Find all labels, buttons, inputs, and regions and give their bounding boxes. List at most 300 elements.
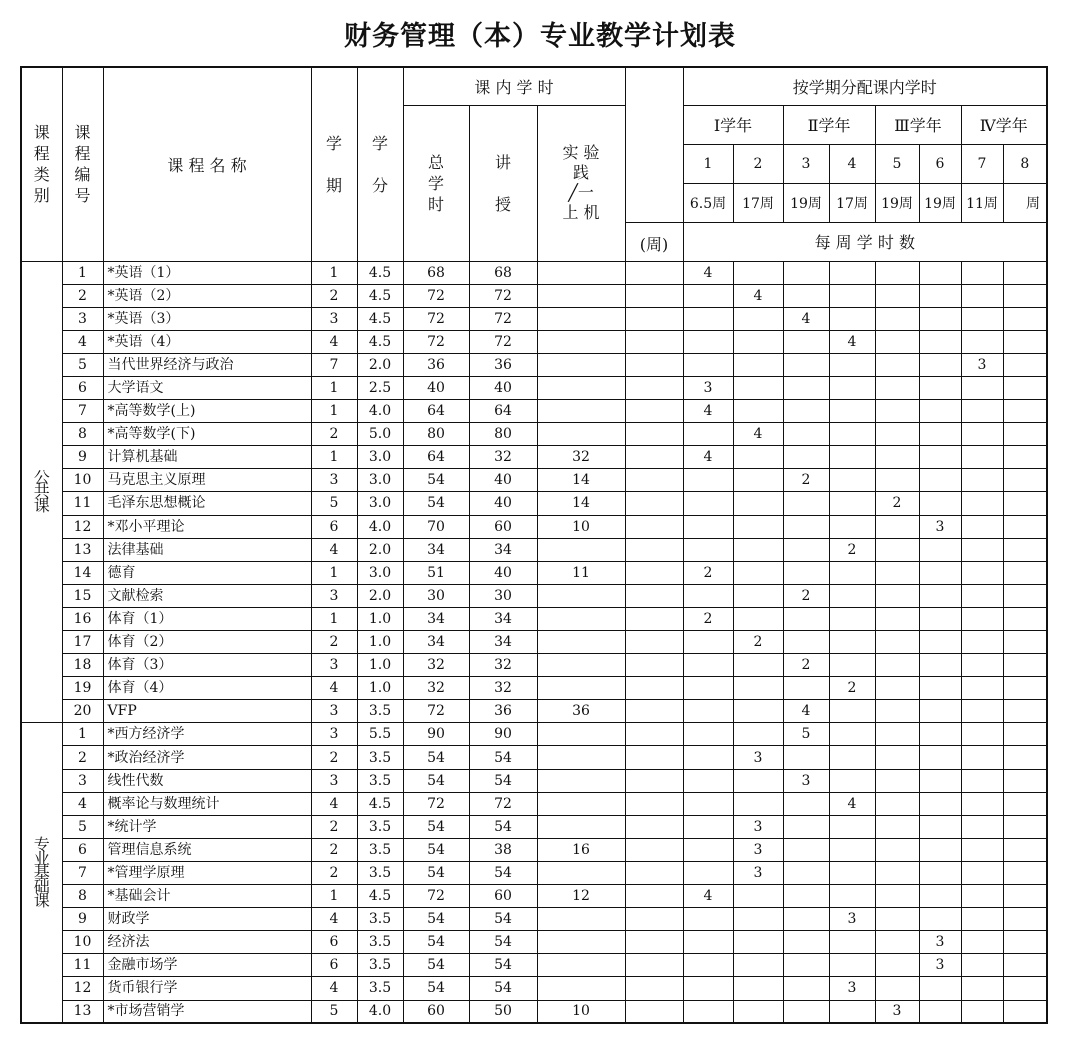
course-practice-hours: [537, 954, 625, 977]
weekly-hours-term-3: [783, 792, 829, 815]
weekly-hours-term-7: [961, 908, 1003, 931]
course-credit: 4.0: [357, 400, 403, 423]
course-semester: 2: [311, 838, 357, 861]
weekly-hours-term-4: [829, 815, 875, 838]
weekly-hours-term-3: [783, 446, 829, 469]
course-credit: 3.0: [357, 469, 403, 492]
course-lecture-hours: 36: [469, 353, 537, 376]
course-name: 体育（4）: [103, 677, 311, 700]
course-name: 法律基础: [103, 538, 311, 561]
course-semester: 3: [311, 469, 357, 492]
weekly-hours-term-2: 4: [733, 284, 783, 307]
course-semester: 3: [311, 769, 357, 792]
table-row: [21, 838, 1047, 861]
weekly-hours-term-1: [683, 515, 733, 538]
course-lecture-hours: 54: [469, 908, 537, 931]
weekly-hours-term-1: [683, 769, 733, 792]
weekly-hours-term-2: [733, 330, 783, 353]
course-lecture-hours: 40: [469, 469, 537, 492]
course-weeks: [625, 838, 683, 861]
course-weeks: [625, 469, 683, 492]
weekly-hours-term-3: [783, 885, 829, 908]
weekly-hours-term-6: [919, 584, 961, 607]
weekly-hours-term-7: [961, 284, 1003, 307]
weekly-hours-term-1: [683, 469, 733, 492]
course-code: 5: [62, 815, 103, 838]
weekly-hours-term-4: [829, 631, 875, 654]
course-total-hours: 51: [403, 561, 469, 584]
course-credit: 4.5: [357, 261, 403, 284]
weekly-hours-term-7: [961, 654, 1003, 677]
table-row: [21, 515, 1047, 538]
course-total-hours: 72: [403, 792, 469, 815]
weekly-hours-term-2: [733, 931, 783, 954]
weekly-hours-term-7: [961, 492, 1003, 515]
weekly-hours-term-5: 3: [875, 1000, 919, 1023]
course-code: 18: [62, 654, 103, 677]
weekly-hours-term-8: [1003, 376, 1047, 399]
weekly-hours-term-7: [961, 584, 1003, 607]
header-term: 2: [733, 144, 783, 183]
course-name: *市场营销学: [103, 1000, 311, 1023]
course-semester: 4: [311, 538, 357, 561]
header-term: 8: [1003, 144, 1047, 183]
course-weeks: [625, 746, 683, 769]
header-semester: 学 期: [311, 67, 357, 261]
weekly-hours-term-2: 4: [733, 423, 783, 446]
course-lecture-hours: 90: [469, 723, 537, 746]
weekly-hours-term-3: [783, 400, 829, 423]
weekly-hours-term-2: [733, 538, 783, 561]
weekly-hours-term-3: 2: [783, 654, 829, 677]
course-lecture-hours: 38: [469, 838, 537, 861]
course-practice-hours: [537, 376, 625, 399]
course-weeks: [625, 261, 683, 284]
weekly-hours-term-2: [733, 561, 783, 584]
course-credit: 3.5: [357, 977, 403, 1000]
course-weeks: [625, 353, 683, 376]
weekly-hours-term-4: [829, 515, 875, 538]
weekly-hours-term-6: [919, 330, 961, 353]
weekly-hours-term-1: [683, 746, 733, 769]
course-name: 体育（1）: [103, 607, 311, 630]
weekly-hours-term-2: [733, 469, 783, 492]
table-row: [21, 561, 1047, 584]
course-code: 8: [62, 885, 103, 908]
course-weeks: [625, 677, 683, 700]
weekly-hours-term-1: [683, 908, 733, 931]
weekly-hours-term-5: [875, 769, 919, 792]
weekly-hours-term-8: [1003, 1000, 1047, 1023]
course-practice-hours: [537, 861, 625, 884]
header-term: 3: [783, 144, 829, 183]
weekly-hours-term-4: [829, 654, 875, 677]
course-practice-hours: 14: [537, 492, 625, 515]
course-lecture-hours: 54: [469, 977, 537, 1000]
weekly-hours-term-2: [733, 607, 783, 630]
weekly-hours-term-6: [919, 838, 961, 861]
weekly-hours-term-5: [875, 607, 919, 630]
weekly-hours-term-7: [961, 538, 1003, 561]
table-row: [21, 700, 1047, 723]
weekly-hours-term-7: [961, 446, 1003, 469]
weekly-hours-term-2: [733, 261, 783, 284]
weekly-hours-term-8: [1003, 446, 1047, 469]
weekly-hours-term-3: 4: [783, 700, 829, 723]
weekly-hours-term-1: [683, 677, 733, 700]
weekly-hours-term-8: [1003, 584, 1047, 607]
weekly-hours-term-3: [783, 908, 829, 931]
weekly-hours-term-1: [683, 584, 733, 607]
course-lecture-hours: 72: [469, 792, 537, 815]
weekly-hours-term-7: [961, 931, 1003, 954]
header-code: 课 程 编 号: [62, 67, 103, 261]
page-title: 财务管理（本）专业教学计划表: [344, 21, 736, 52]
weekly-hours-term-8: [1003, 977, 1047, 1000]
course-name: 金融市场学: [103, 954, 311, 977]
course-credit: 2.5: [357, 376, 403, 399]
header-in-class-hours: 课 内 学 时: [403, 67, 625, 105]
course-name: *管理学原理: [103, 861, 311, 884]
weekly-hours-term-6: [919, 746, 961, 769]
course-credit: 3.0: [357, 446, 403, 469]
weekly-hours-term-7: [961, 261, 1003, 284]
weekly-hours-term-4: [829, 769, 875, 792]
weekly-hours-term-8: [1003, 908, 1047, 931]
course-code: 1: [62, 723, 103, 746]
weekly-hours-term-5: [875, 677, 919, 700]
weekly-hours-term-6: [919, 723, 961, 746]
weekly-hours-term-3: 2: [783, 469, 829, 492]
weekly-hours-term-5: [875, 469, 919, 492]
weekly-hours-term-5: [875, 561, 919, 584]
header-year-2: Ⅱ学年: [783, 105, 875, 144]
weekly-hours-term-1: [683, 792, 733, 815]
course-semester: 5: [311, 492, 357, 515]
course-name: *西方经济学: [103, 723, 311, 746]
table-row: [21, 284, 1047, 307]
weekly-hours-term-1: 2: [683, 561, 733, 584]
course-credit: 2.0: [357, 353, 403, 376]
weekly-hours-term-6: [919, 885, 961, 908]
weekly-hours-term-2: [733, 446, 783, 469]
course-semester: 6: [311, 931, 357, 954]
weekly-hours-term-4: [829, 607, 875, 630]
weekly-hours-term-4: 3: [829, 908, 875, 931]
weekly-hours-term-1: [683, 330, 733, 353]
course-total-hours: 90: [403, 723, 469, 746]
weekly-hours-term-4: [829, 861, 875, 884]
course-weeks: [625, 861, 683, 884]
weekly-hours-term-1: [683, 931, 733, 954]
table-row: [21, 423, 1047, 446]
course-code: 9: [62, 908, 103, 931]
weekly-hours-term-7: [961, 469, 1003, 492]
course-code: 15: [62, 584, 103, 607]
weekly-hours-term-1: [683, 353, 733, 376]
course-semester: 4: [311, 330, 357, 353]
course-weeks: [625, 769, 683, 792]
course-weeks: [625, 492, 683, 515]
weekly-hours-term-8: [1003, 353, 1047, 376]
course-name: *高等数学(下): [103, 423, 311, 446]
course-weeks: [625, 376, 683, 399]
course-name: 财政学: [103, 908, 311, 931]
weekly-hours-term-1: [683, 492, 733, 515]
weekly-hours-term-1: 2: [683, 607, 733, 630]
course-total-hours: 54: [403, 954, 469, 977]
course-weeks: [625, 931, 683, 954]
weekly-hours-term-6: 3: [919, 515, 961, 538]
weekly-hours-term-3: [783, 538, 829, 561]
weekly-hours-term-6: [919, 446, 961, 469]
course-credit: 3.5: [357, 931, 403, 954]
weekly-hours-term-8: [1003, 400, 1047, 423]
weekly-hours-term-4: [829, 954, 875, 977]
course-rows: [21, 261, 1047, 1023]
weekly-hours-term-5: [875, 723, 919, 746]
weekly-hours-term-8: [1003, 792, 1047, 815]
course-lecture-hours: 32: [469, 654, 537, 677]
course-practice-hours: 32: [537, 446, 625, 469]
weekly-hours-term-7: [961, 838, 1003, 861]
weekly-hours-term-7: [961, 376, 1003, 399]
header-term-weeks: 6.5周: [683, 183, 733, 222]
course-code: 11: [62, 492, 103, 515]
course-name: 计算机基础: [103, 446, 311, 469]
course-lecture-hours: 80: [469, 423, 537, 446]
course-semester: 2: [311, 815, 357, 838]
weekly-hours-term-1: [683, 723, 733, 746]
weekly-hours-term-5: [875, 515, 919, 538]
weekly-hours-term-1: 4: [683, 261, 733, 284]
weekly-hours-term-8: [1003, 723, 1047, 746]
course-lecture-hours: 50: [469, 1000, 537, 1023]
course-weeks: [625, 977, 683, 1000]
weekly-hours-term-7: [961, 607, 1003, 630]
course-lecture-hours: 54: [469, 931, 537, 954]
course-lecture-hours: 72: [469, 284, 537, 307]
weekly-hours-term-8: [1003, 561, 1047, 584]
weekly-hours-term-1: [683, 284, 733, 307]
weekly-hours-term-8: [1003, 954, 1047, 977]
table-row: [21, 446, 1047, 469]
course-credit: 5.5: [357, 723, 403, 746]
header-blank: [625, 67, 683, 222]
weekly-hours-term-8: [1003, 515, 1047, 538]
table-row: [21, 1000, 1047, 1023]
weekly-hours-term-4: [829, 723, 875, 746]
weekly-hours-term-8: [1003, 769, 1047, 792]
course-total-hours: 54: [403, 838, 469, 861]
weekly-hours-term-4: [829, 376, 875, 399]
weekly-hours-term-8: [1003, 307, 1047, 330]
header-year-3: Ⅲ学年: [875, 105, 961, 144]
weekly-hours-term-6: [919, 261, 961, 284]
weekly-hours-term-2: [733, 376, 783, 399]
table-row: [21, 492, 1047, 515]
course-practice-hours: [537, 746, 625, 769]
course-name: *英语（3）: [103, 307, 311, 330]
weekly-hours-term-7: [961, 861, 1003, 884]
course-credit: 5.0: [357, 423, 403, 446]
header-practice: 实 验 践 ╱一 上 机: [537, 105, 625, 261]
course-lecture-hours: 36: [469, 700, 537, 723]
weekly-hours-term-6: [919, 1000, 961, 1023]
course-code: 3: [62, 769, 103, 792]
course-name: 文献检索: [103, 584, 311, 607]
course-semester: 3: [311, 654, 357, 677]
weekly-hours-term-5: [875, 284, 919, 307]
course-name: *统计学: [103, 815, 311, 838]
course-weeks: [625, 792, 683, 815]
course-total-hours: 30: [403, 584, 469, 607]
course-credit: 3.0: [357, 561, 403, 584]
course-code: 14: [62, 561, 103, 584]
weekly-hours-term-1: 4: [683, 446, 733, 469]
course-semester: 3: [311, 723, 357, 746]
course-name: *英语（2）: [103, 284, 311, 307]
course-practice-hours: [537, 400, 625, 423]
weekly-hours-term-8: [1003, 423, 1047, 446]
course-code: 20: [62, 700, 103, 723]
table-row: [21, 908, 1047, 931]
course-credit: 4.0: [357, 1000, 403, 1023]
header-term-weeks: 19周: [875, 183, 919, 222]
weekly-hours-term-4: [829, 700, 875, 723]
course-credit: 2.0: [357, 538, 403, 561]
weekly-hours-term-2: [733, 792, 783, 815]
course-total-hours: 64: [403, 400, 469, 423]
weekly-hours-term-6: [919, 677, 961, 700]
course-total-hours: 34: [403, 631, 469, 654]
course-semester: 4: [311, 977, 357, 1000]
course-weeks: [625, 908, 683, 931]
table-row: [21, 977, 1047, 1000]
course-credit: 4.5: [357, 792, 403, 815]
course-code: 10: [62, 469, 103, 492]
course-lecture-hours: 68: [469, 261, 537, 284]
course-credit: 4.5: [357, 307, 403, 330]
course-practice-hours: 14: [537, 469, 625, 492]
course-lecture-hours: 72: [469, 307, 537, 330]
weekly-hours-term-6: 3: [919, 954, 961, 977]
header-term: 4: [829, 144, 875, 183]
course-semester: 1: [311, 561, 357, 584]
weekly-hours-term-2: 3: [733, 861, 783, 884]
weekly-hours-term-5: [875, 307, 919, 330]
table-row: [21, 861, 1047, 884]
category-cell: 专 业 基 础 课: [21, 723, 62, 1023]
weekly-hours-term-7: [961, 723, 1003, 746]
course-semester: 1: [311, 885, 357, 908]
weekly-hours-term-4: 2: [829, 538, 875, 561]
weekly-hours-term-6: [919, 376, 961, 399]
table-row: [21, 746, 1047, 769]
course-semester: 1: [311, 400, 357, 423]
course-total-hours: 32: [403, 677, 469, 700]
weekly-hours-term-7: [961, 561, 1003, 584]
course-code: 19: [62, 677, 103, 700]
weekly-hours-term-4: 2: [829, 677, 875, 700]
weekly-hours-term-1: [683, 631, 733, 654]
weekly-hours-term-7: [961, 400, 1003, 423]
header-term: 6: [919, 144, 961, 183]
course-lecture-hours: 30: [469, 584, 537, 607]
course-weeks: [625, 307, 683, 330]
course-code: 9: [62, 446, 103, 469]
course-name: 线性代数: [103, 769, 311, 792]
weekly-hours-term-1: 4: [683, 885, 733, 908]
weekly-hours-term-5: [875, 908, 919, 931]
course-practice-hours: [537, 584, 625, 607]
weekly-hours-term-8: [1003, 885, 1047, 908]
category-cell: 公 共 课: [21, 261, 62, 723]
weekly-hours-term-7: [961, 1000, 1003, 1023]
course-lecture-hours: 40: [469, 561, 537, 584]
course-practice-hours: 12: [537, 885, 625, 908]
course-semester: 1: [311, 261, 357, 284]
course-code: 13: [62, 538, 103, 561]
weekly-hours-term-4: [829, 261, 875, 284]
course-practice-hours: [537, 330, 625, 353]
weekly-hours-term-4: [829, 353, 875, 376]
course-name: *英语（4）: [103, 330, 311, 353]
course-semester: 3: [311, 584, 357, 607]
course-lecture-hours: 34: [469, 607, 537, 630]
course-credit: 3.0: [357, 492, 403, 515]
weekly-hours-term-1: [683, 423, 733, 446]
weekly-hours-term-4: [829, 469, 875, 492]
weekly-hours-term-4: [829, 307, 875, 330]
course-credit: 1.0: [357, 631, 403, 654]
course-credit: 3.5: [357, 838, 403, 861]
weekly-hours-term-1: [683, 815, 733, 838]
course-semester: 6: [311, 954, 357, 977]
weekly-hours-term-2: [733, 584, 783, 607]
weekly-hours-term-6: [919, 561, 961, 584]
course-name: 当代世界经济与政治: [103, 353, 311, 376]
header-term: 1: [683, 144, 733, 183]
course-credit: 4.0: [357, 515, 403, 538]
course-name: 管理信息系统: [103, 838, 311, 861]
table-row: [21, 654, 1047, 677]
course-weeks: [625, 284, 683, 307]
course-lecture-hours: 32: [469, 446, 537, 469]
weekly-hours-term-3: [783, 677, 829, 700]
course-code: 7: [62, 861, 103, 884]
course-code: 5: [62, 353, 103, 376]
weekly-hours-term-3: [783, 607, 829, 630]
weekly-hours-term-4: 4: [829, 330, 875, 353]
header-term-weeks: 周: [1003, 183, 1047, 222]
course-practice-hours: 10: [537, 1000, 625, 1023]
weekly-hours-term-1: [683, 954, 733, 977]
course-practice-hours: [537, 908, 625, 931]
weekly-hours-term-3: [783, 861, 829, 884]
weekly-hours-term-5: 2: [875, 492, 919, 515]
weekly-hours-term-4: [829, 746, 875, 769]
weekly-hours-term-3: [783, 631, 829, 654]
course-weeks: [625, 700, 683, 723]
table-row: [21, 307, 1047, 330]
weekly-hours-term-7: [961, 677, 1003, 700]
course-lecture-hours: 54: [469, 815, 537, 838]
course-name: 马克思主义原理: [103, 469, 311, 492]
course-total-hours: 64: [403, 446, 469, 469]
weekly-hours-term-2: [733, 1000, 783, 1023]
weekly-hours-term-7: [961, 769, 1003, 792]
